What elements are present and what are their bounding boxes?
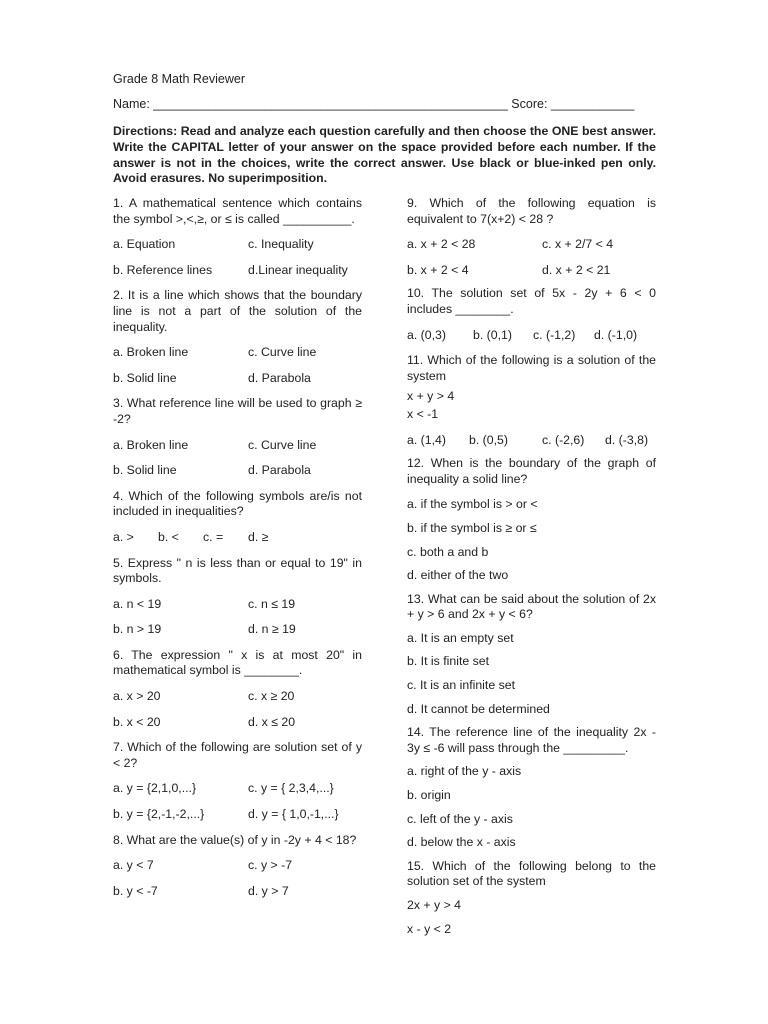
q7-option-b: b. y = {2,-1,-2,...} [113, 807, 205, 822]
question-1: 1. A mathematical sentence which contains the symbol >,<,≥, or ≤ is called __________. [113, 196, 362, 226]
q1-option-b: b. Reference lines [113, 262, 213, 277]
q11-option-d: d. (-3,8) [605, 432, 649, 447]
q6-options-row-2 [113, 715, 362, 731]
question-7: 7. Which of the following are solution set of y < 2? [113, 740, 362, 770]
question-9: 9. Which of the following equation is equivalent to 7(x+2) < 28 ? [407, 196, 656, 226]
q8-options-row-2 [113, 884, 362, 900]
q4-option-d: d. ≥ [248, 529, 269, 544]
q10-options-row [407, 328, 656, 344]
q2-options-row-2 [113, 371, 362, 387]
q5-option-c: c. n ≤ 19 [248, 596, 296, 611]
question-2: 2. It is a line which shows that the boundary line is not a part of the solution of the inequality. [113, 288, 362, 334]
q3-options-row-2 [113, 463, 362, 479]
q10-option-c: c. (-1,2) [533, 327, 576, 342]
q1-options-row-2 [113, 263, 362, 279]
q9-option-b: b. x + 2 < 4 [407, 262, 469, 277]
q10-option-a: a. (0,3) [407, 327, 446, 342]
q7-option-d: d. y = { 1,0,-1,...} [248, 807, 339, 822]
question-12: 12. When is the boundary of the graph of inequality a solid line? [407, 456, 656, 486]
q14-option-c: c. left of the y - axis [407, 811, 513, 826]
name-score-line: Name: ___________________________________________________ Score: ____________ [113, 97, 635, 111]
q10-option-b: b. (0,1) [473, 327, 512, 342]
question-5: 5. Express " n is less than or equal to 19" in symbols. [113, 555, 362, 586]
q6-option-c: c. x ≥ 20 [248, 689, 295, 704]
q5-options-row-1 [113, 597, 362, 613]
q7-options-row-1 [113, 781, 362, 797]
document-title: Grade 8 Math Reviewer [113, 72, 246, 86]
q4-option-b: b. < [158, 529, 179, 544]
q6-option-d: d. x ≤ 20 [248, 714, 296, 729]
q3-option-c: c. Curve line [248, 437, 317, 452]
q1-options-row-1 [113, 237, 362, 253]
q14-option-b: b. origin [407, 788, 451, 803]
question-15: 15. Which of the following belong to the solution set of the system [407, 858, 656, 889]
q11-equation-1: x + y > 4 [407, 389, 455, 404]
q8-option-d: d. y > 7 [248, 883, 289, 898]
q3-option-b: b. Solid line [113, 463, 177, 478]
question-13: 13. What can be said about the solution of 2x + y > 6 and 2x + y < 6? [407, 591, 656, 622]
question-11: 11. Which of the following is a solution of the system [407, 353, 656, 383]
q14-option-d: d. below the x - axis [407, 835, 516, 850]
q3-options-row-1 [113, 438, 362, 454]
question-6: 6. The expression " x is at most 20" in mathematical symbol is ________. [113, 647, 362, 678]
q11-equation-2: x < -1 [407, 406, 439, 421]
q1-option-a: a. Equation [113, 237, 176, 252]
q12-option-d: d. either of the two [407, 568, 509, 583]
q7-options-row-2 [113, 807, 362, 823]
q9-options-row-2 [407, 263, 656, 279]
q10-option-d: d. (-1,0) [594, 327, 638, 342]
q2-option-a: a. Broken line [113, 345, 189, 360]
q2-option-b: b. Solid line [113, 370, 177, 385]
q1-option-d: d.Linear inequality [248, 262, 348, 277]
q8-option-a: a. y < 7 [113, 858, 154, 873]
q14-option-a: a. right of the y - axis [407, 764, 522, 779]
q2-options-row-1 [113, 345, 362, 361]
question-14: 14. The reference line of the inequality 2x - 3y ≤ -6 will pass through the _________. [407, 725, 656, 755]
q15-equation-2: x - y < 2 [407, 921, 452, 936]
q13-option-b: b. It is finite set [407, 654, 490, 669]
q13-option-a: a. It is an empty set [407, 630, 514, 645]
q6-options-row-1 [113, 689, 362, 705]
question-4: 4. Which of the following symbols are/is not included in inequalities? [113, 488, 362, 519]
q5-option-b: b. n > 19 [113, 622, 162, 637]
q9-option-a: a. x + 2 < 28 [407, 237, 476, 252]
right-column [407, 196, 656, 937]
q7-option-c: c. y = { 2,3,4,...} [248, 781, 334, 796]
q9-option-d: d. x + 2 < 21 [542, 262, 611, 277]
q13-option-c: c. It is an infinite set [407, 678, 515, 693]
q1-option-c: c. Inequality [248, 237, 314, 252]
directions: Directions: Read and analyze each question carefully and then choose the ONE best answer. Write the CAPITAL letter of your answer on the space provided before each number. If the answer is not in the choices, write the correct answer. Use black or blue-inked pen only. Avoid erasures. No superimposition. [113, 124, 656, 186]
q3-option-a: a. Broken line [113, 437, 189, 452]
q5-option-d: d. n ≥ 19 [248, 622, 296, 637]
question-10: 10. The solution set of 5x - 2y + 6 < 0 includes ________. [407, 286, 656, 316]
q11-option-c: c. (-2,6) [542, 432, 585, 447]
question-8: 8. What are the value(s) of y in -2y + 4 < 18? [113, 832, 357, 847]
q13-option-d: d. It cannot be determined [407, 701, 550, 716]
q12-option-a: a. if the symbol is > or < [407, 497, 538, 512]
q5-options-row-2 [113, 622, 362, 638]
question-3: 3. What reference line will be used to graph ≥ -2? [113, 396, 362, 426]
q15-equation-1: 2x + y > 4 [407, 898, 462, 912]
q2-option-c: c. Curve line [248, 345, 317, 360]
q4-options-row [113, 530, 362, 546]
q6-option-a: a. x > 20 [113, 689, 161, 704]
q6-option-b: b. x < 20 [113, 714, 161, 729]
q8-option-b: b. y < -7 [113, 883, 158, 898]
q11-option-a: a. (1,4) [407, 432, 446, 447]
q5-option-a: a. n < 19 [113, 596, 162, 611]
q7-option-a: a. y = {2,1,0,...} [113, 781, 197, 796]
q9-options-row-1 [407, 237, 656, 253]
q12-option-c: c. both a and b [407, 544, 489, 559]
q8-option-c: c. y > -7 [248, 858, 293, 873]
q8-options-row-1 [113, 858, 362, 874]
q3-option-d: d. Parabola [248, 463, 311, 478]
q12-option-b: b. if the symbol is ≥ or ≤ [407, 520, 537, 535]
q4-option-a: a. > [113, 529, 134, 544]
q11-options-row [407, 433, 656, 449]
q4-option-c: c. = [203, 529, 224, 544]
q11-option-b: b. (0,5) [469, 432, 508, 447]
left-column [113, 196, 362, 899]
q9-option-c: c. x + 2/7 < 4 [542, 237, 614, 252]
q2-option-d: d. Parabola [248, 370, 311, 385]
